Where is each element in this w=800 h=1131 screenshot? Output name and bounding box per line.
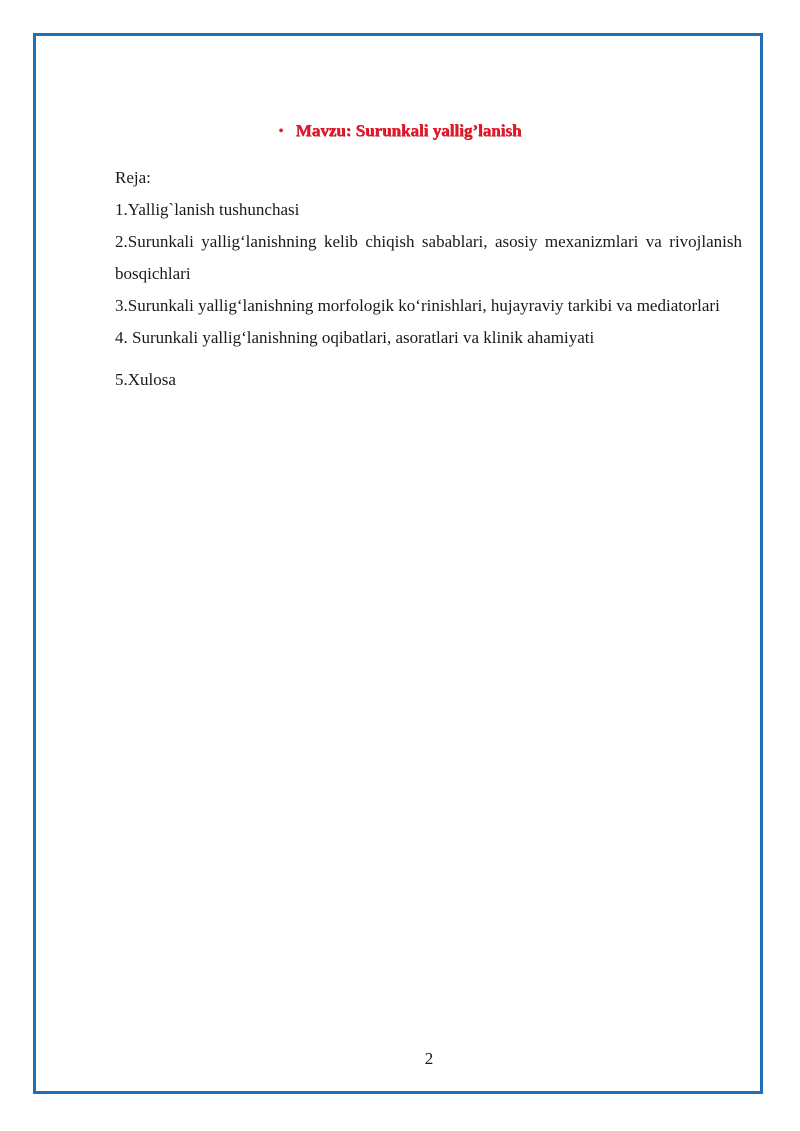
- plan-section: [115, 162, 742, 396]
- title-bullet: •: [278, 124, 284, 139]
- plan-item-3: 3.Surunkali yallig‘lanishning morfologik ko‘rinishlari, hujayraviy tarkibi va mediatorlari: [115, 296, 720, 315]
- plan-item-2: 2.Surunkali yallig‘lanishning kelib chiqish sabablari, asosiy mexanizmlari va rivojlanish bosqichlari: [115, 232, 742, 283]
- document-title: [0, 118, 800, 145]
- plan-item-1: 1.Yallig`lanish tushunchasi: [115, 200, 300, 219]
- title-text: Mavzu: Surunkali yallig’lanish: [295, 121, 522, 140]
- plan-label: Reja:: [115, 168, 151, 187]
- page-number: 2: [424, 1049, 434, 1068]
- plan-item-4: 4. Surunkali yallig‘lanishning oqibatlari, asoratlari va klinik ahamiyati: [115, 328, 595, 347]
- plan-item-5: 5.Xulosa: [115, 370, 176, 389]
